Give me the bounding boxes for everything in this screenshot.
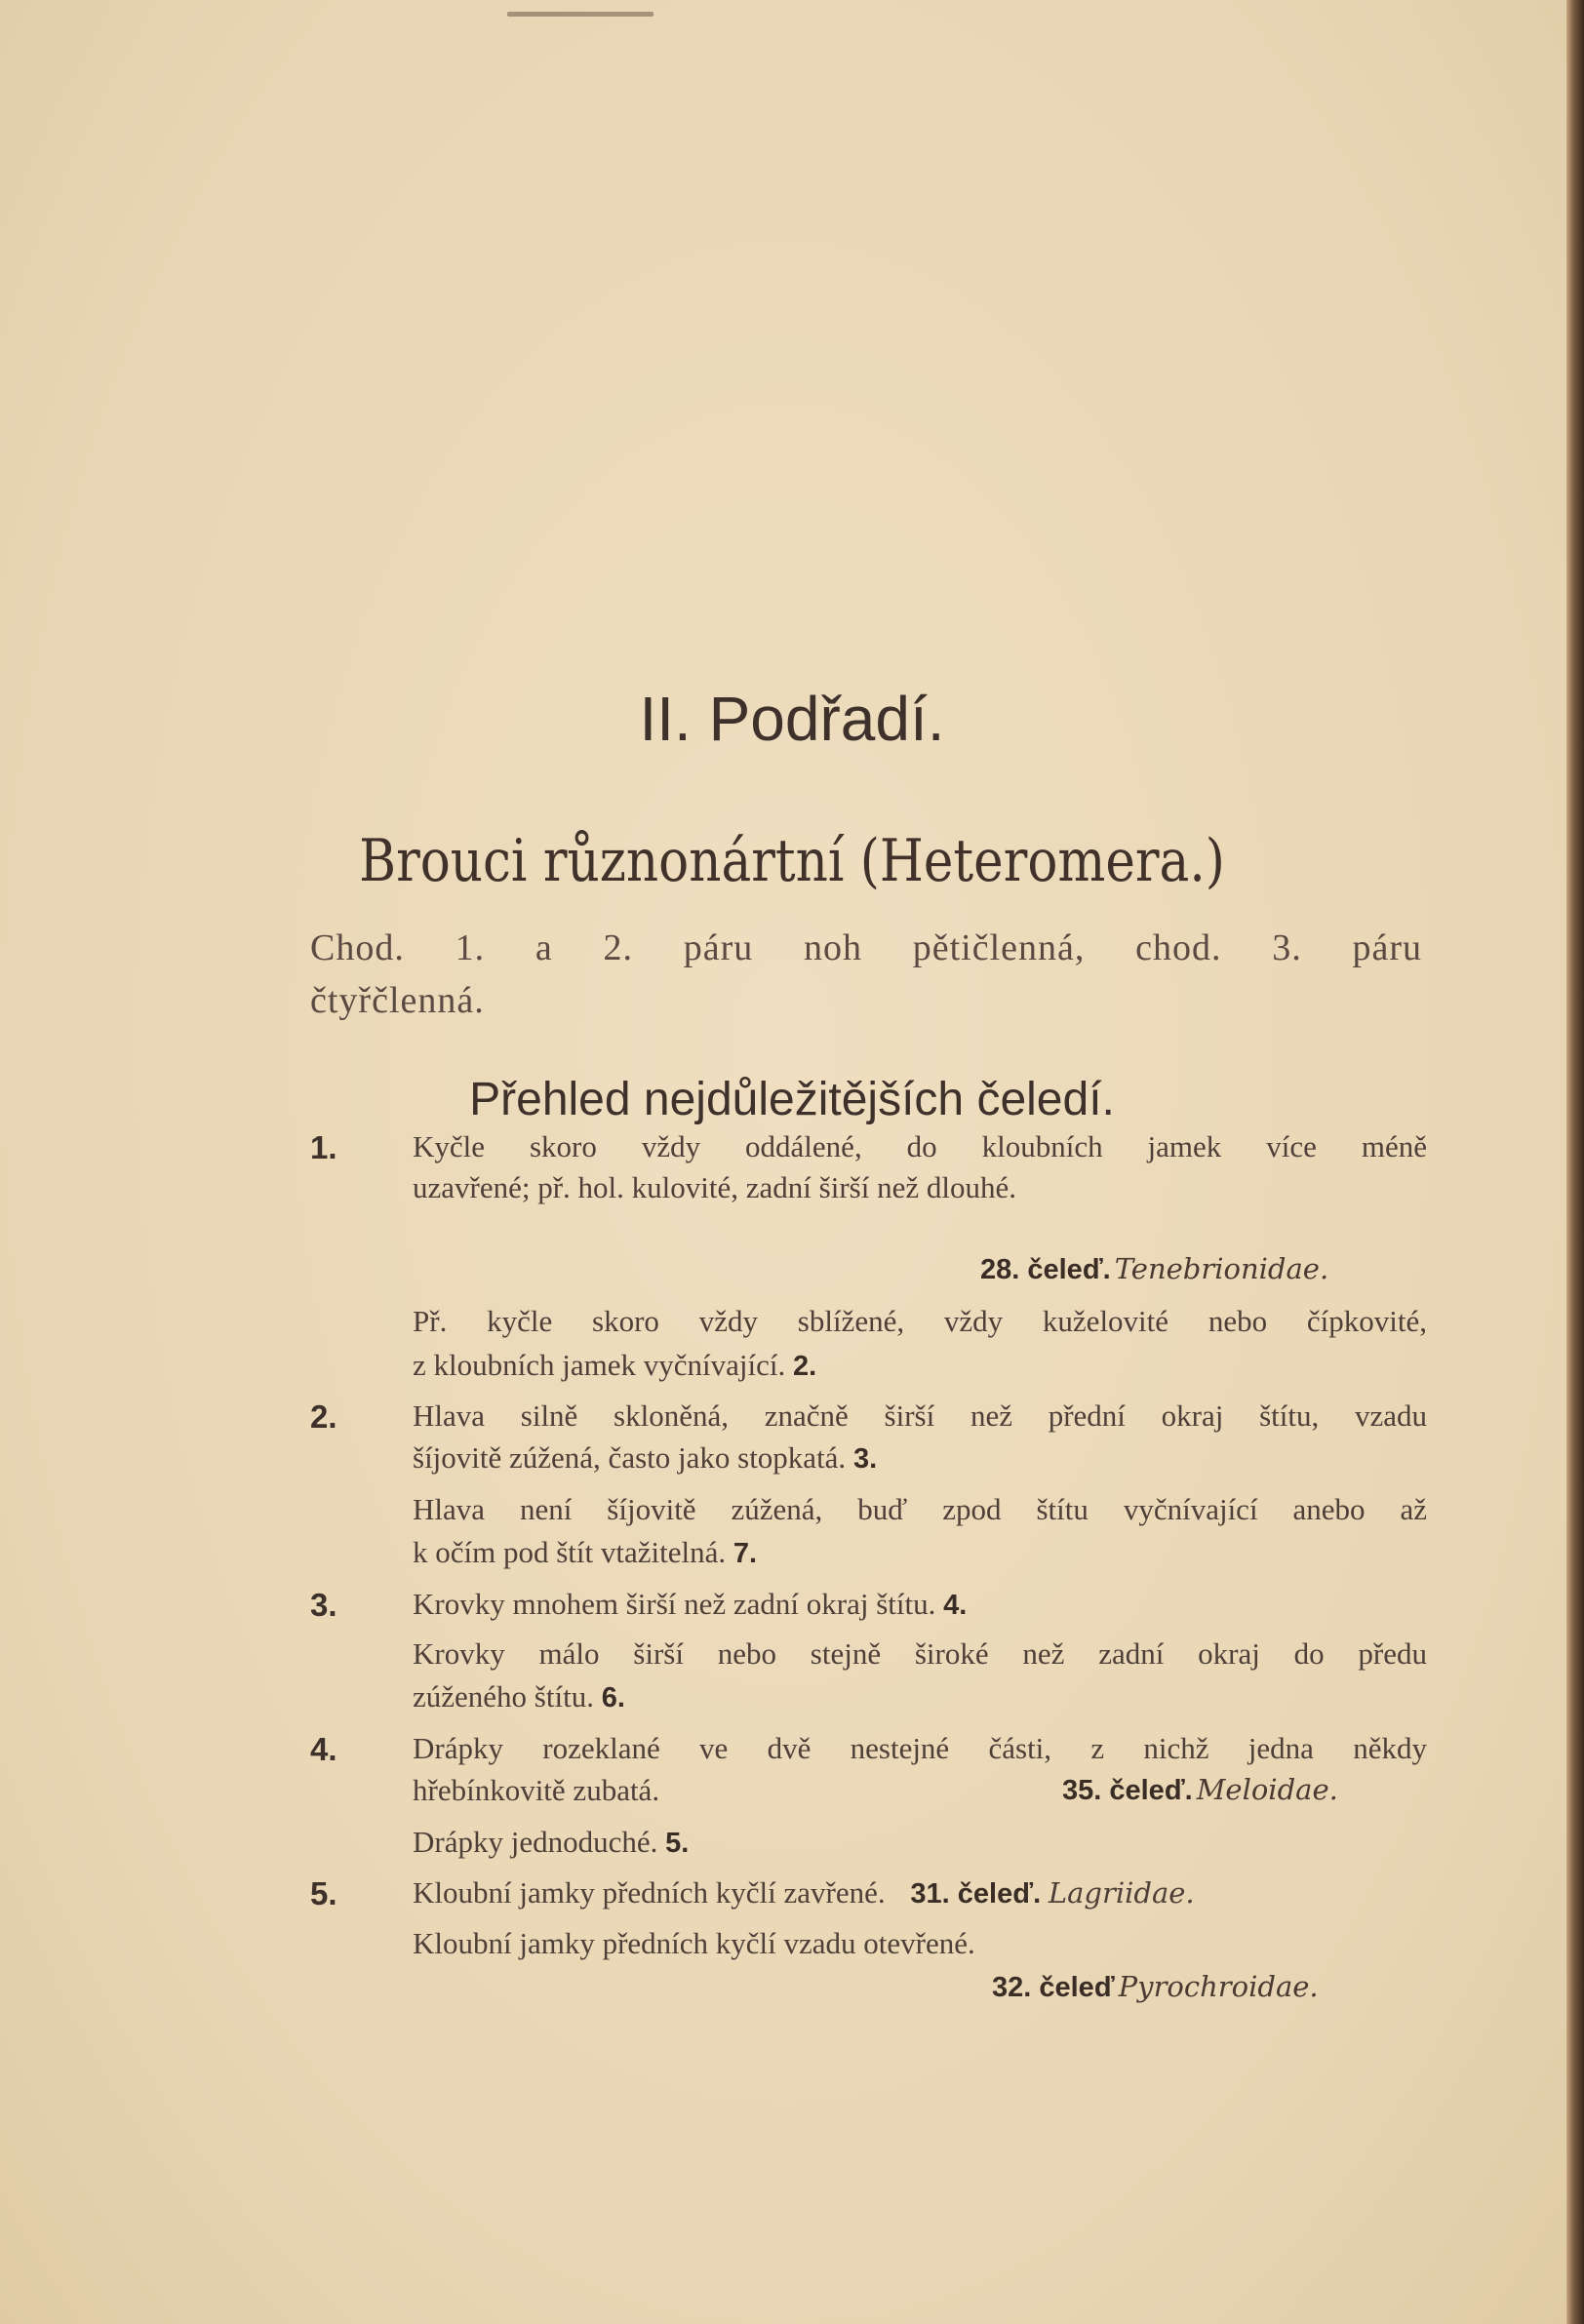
entry-line: zúženého štítu. 6. xyxy=(413,1679,625,1713)
entry-line: Krovky málo širší nebo stejně široké než zadní okraj do předu xyxy=(413,1636,1427,1671)
intro-line-2: čtyřčlenná. xyxy=(310,980,485,1021)
family-result xyxy=(980,1252,1328,1286)
entry-line: Kloubní jamky předních kyčlí zavřené. 31. čeleď. Lagriidae. xyxy=(413,1875,1195,1910)
entry-line: hřebínkovitě zubatá. xyxy=(413,1773,660,1807)
family-number: 35. čeleď. xyxy=(1062,1775,1193,1806)
entry-line: Kyčle skoro vždy oddálené, do kloubních jamek více méně xyxy=(413,1129,1427,1163)
lead-reference: 5. xyxy=(665,1828,690,1859)
lead-reference: 6. xyxy=(601,1682,625,1713)
entry-line: Kloubní jamky předních kyčlí vzadu otevřené. xyxy=(413,1926,975,1960)
family-name: Lagriidae. xyxy=(1048,1876,1195,1910)
intro-line-1: Chod. 1. a 2. páru noh pětičlenná, chod. 3. páru xyxy=(310,927,1422,968)
couplet-number: 4. xyxy=(310,1731,337,1767)
family-number: 31. čeleď. xyxy=(910,1878,1042,1910)
lead-reference: 2. xyxy=(792,1351,817,1382)
entry-line: Drápky jednoduché. 5. xyxy=(413,1825,690,1859)
section-title: II. Podřadí. xyxy=(639,684,945,754)
book-spine-shadow xyxy=(1566,0,1584,2324)
entry-line: Krovky mnohem širší než zadní okraj štítu. 4. xyxy=(413,1587,968,1621)
entry-line: k očím pod štít vtažitelná. 7. xyxy=(413,1535,758,1569)
section-subtitle: Brouci různonártní (Heteromera.) xyxy=(359,827,1225,895)
entry-line: Hlava není šíjovitě zúžená, buď zpod štítu vyčnívající anebo až xyxy=(413,1492,1427,1526)
entry-line: z kloubních jamek vyčnívající. 2. xyxy=(413,1348,817,1382)
entry-line: uzavřené; př. hol. kulovité, zadní širší než dlouhé. xyxy=(413,1170,1016,1204)
lead-reference: 4. xyxy=(943,1590,968,1621)
couplet-number: 3. xyxy=(310,1587,337,1623)
entry-line: šíjovitě zúžená, často jako stopkatá. 3. xyxy=(413,1440,878,1475)
couplet-number: 1. xyxy=(310,1129,337,1165)
family-result xyxy=(1062,1773,1338,1807)
family-name: Pyrochroidae. xyxy=(1118,1970,1319,2003)
couplet-number: 2. xyxy=(310,1398,337,1435)
family-name: Tenebrionidae. xyxy=(1114,1252,1329,1285)
overview-heading: Přehled nejdůležitějších čeledí. xyxy=(469,1074,1115,1125)
entry-line: Př. kyčle skoro vždy sblížené, vždy kuželovité nebo čípkovité, xyxy=(413,1304,1427,1338)
couplet-number: 5. xyxy=(310,1875,337,1911)
entry-line: Hlava silně skloněná, značně širší než přední okraj štítu, vzadu xyxy=(413,1398,1427,1433)
family-name: Meloidae. xyxy=(1196,1773,1338,1806)
family-result xyxy=(992,1970,1319,2004)
family-number: 28. čeleď. xyxy=(980,1254,1111,1285)
page-edge-mark xyxy=(507,12,653,17)
entry-line: Drápky rozeklané ve dvě nestejné části, z nichž jedna někdy xyxy=(413,1731,1427,1765)
lead-reference: 7. xyxy=(733,1538,758,1569)
family-number: 32. čeleď xyxy=(992,1972,1115,2003)
lead-reference: 3. xyxy=(852,1443,878,1475)
